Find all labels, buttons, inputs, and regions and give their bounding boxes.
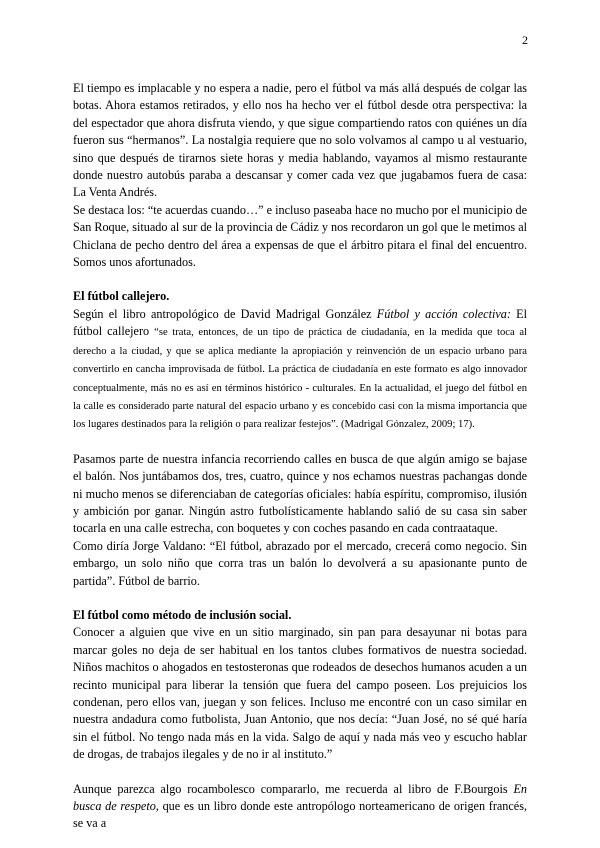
citation-separator: El fútbol callejero bbox=[73, 306, 527, 339]
paragraph-marginalized: Conocer a alguien que vive en un sitio marginado, sin pan para desayunar ni botas para marcar goles no deja de ser habitual en los tantos clubes formativos de nuestra sociedad. Niños machitos o ahogados en testosteronas que rodeados de desechos humanos acuden a un recinto municipal para liberar la tensión que fuera del campo poseen. Los prejuicios los condenan, pero ellos van, juegan y son felices. Incluso me encontré con un caso similar en nuestra andadura como futbolista, Juan Antonio, que nos decía: “Juan José, no sé qué haría sin el fútbol. No tengo nada más en la vida. Salgo de aquí y nada más veo y escucho hablar de drogas, de trabajos ilegales y de no ir al instituto.” bbox=[73, 625, 527, 762]
citation-intro: Según el libro antropológico de David Madrigal González bbox=[73, 306, 377, 321]
paragraph-bourgois bbox=[73, 781, 527, 833]
book-title-respeto: En busca de respeto, bbox=[73, 781, 527, 814]
heading-social-inclusion: El fútbol como método de inclusión social. bbox=[73, 607, 292, 622]
bourgois-rest: que es un libro donde este antropólogo norteamericano de origen francés, se va a bbox=[73, 799, 527, 831]
book-title-futbol: Fútbol y acción colectiva: bbox=[376, 306, 511, 321]
heading-street-football: El fútbol callejero. bbox=[73, 289, 170, 304]
paragraph-retirement: El tiempo es implacable y no espera a nadie, pero el fútbol va más allá después de colgar las botas. Ahora estamos retirados, y ello nos ha hecho ver el fútbol desde otra perspectiva: la del espectador que ahora disfruta viendo, y que sigue compartiendo ratos con quiénes un día fueron sus “hermanos”. La nostalgia requiere que no solo volvamos al campo u al vestuario, sino que después de tirarnos siete horas y media hablando, vayamos al mismo restaurante donde nuestro autobús paraba a descansar y comer cada vez que jugabamos fuera de casa: La Venta Andrés. bbox=[73, 81, 527, 200]
paragraph-childhood: Pasamos parte de nuestra infancia recorriendo calles en busca de que algún amigo se bajase el balón. Nos juntábamos dos, tres, cuatro, quince y nos echamos nuestras pachangas donde ni mucho menos se diferenciaban de categorías oficiales: había espíritu, compromiso, ilusión y ambición por ganar. Ningún astro futbolísticamente hablando salió de su casa sin saber tocarla en una calle estrecha, con boquetes y con coches pasando en cada contraataque. bbox=[73, 451, 527, 536]
paragraph-memories: Se destaca los: “te acuerdas cuando…” e incluso paseaba hace no mucho por el municipio de San Roque, situado al sur de la provincia de Cádiz y nos recordaron un gol que le metimos al Chiclana de pecho dentro del área a expensas de que el árbitro pitara el final del encuentro. Somos unos afortunados. bbox=[73, 202, 527, 270]
page-number: 2 bbox=[522, 33, 528, 47]
paragraph-madrigal-citation bbox=[73, 306, 527, 434]
bourgois-intro: Aunque parezca algo rocambolesco compararlo, me recuerda al libro de F.Bourgois bbox=[73, 781, 514, 796]
citation-quote: “se trata, entonces, de un tipo de práctica de ciudadanía, en la medida que toca al derecho a la ciudad, y que se aplica mediante la apropiación y reinvención de un espacio urbano para convertirlo en cancha improvisada de fútbol. La práctica de ciudadanía en este formato es algo innovador conceptualmente, más no es así en términos histórico - culturales. En la actualidad, el juego del fútbol en la calle es considerado parte natural del espacio urbano y es concebido casi con la misma importancia que los lugares destinados para la religión o para realizar festejos”. (Madrigal Gónzalez, 2009; 17). bbox=[73, 327, 527, 431]
document-body bbox=[73, 80, 527, 833]
paragraph-valdano-quote: Como diría Jorge Valdano: “El fútbol, abrazado por el mercado, crecerá como negocio. Sin embargo, un solo niño que corra tras un balón lo devolverá a su apasionante punto de partida”. Fútbol de barrio. bbox=[73, 538, 527, 588]
